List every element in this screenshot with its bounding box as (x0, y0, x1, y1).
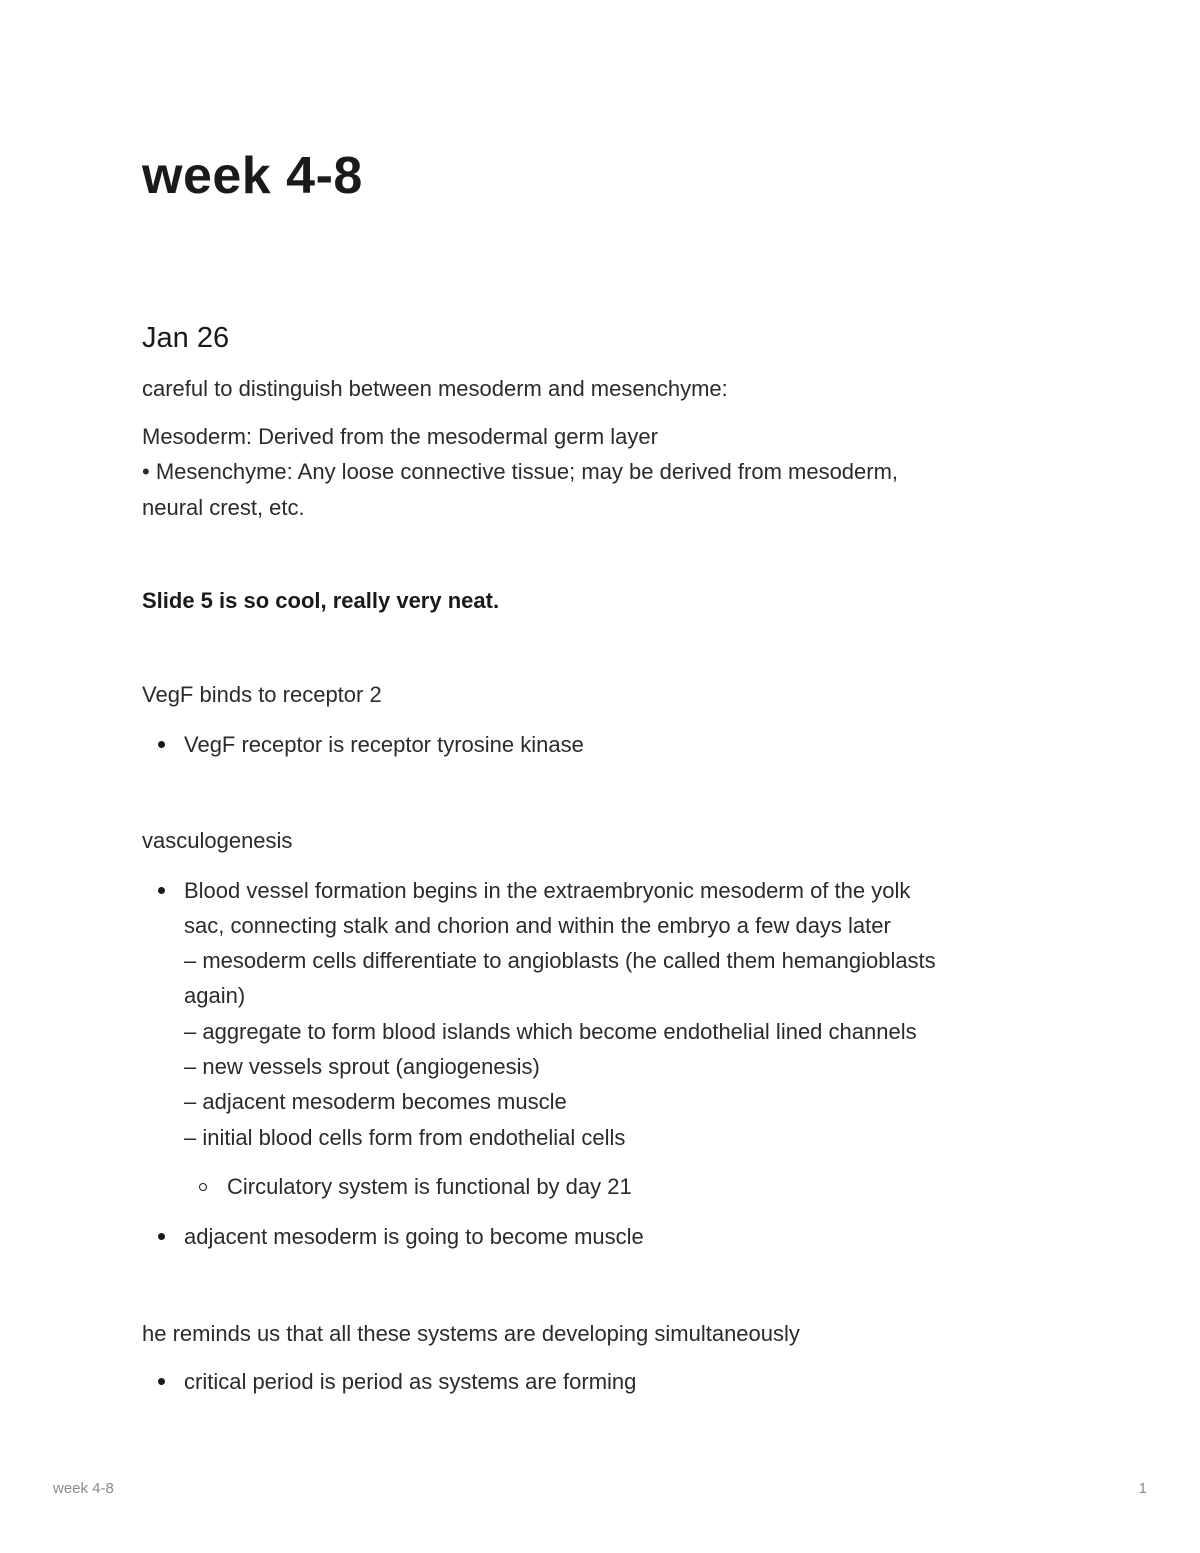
adjacent-mesoderm-bullet: adjacent mesoderm is going to become muscle (184, 1224, 644, 1249)
mesenchyme-definition-line-2: neural crest, etc. (142, 495, 305, 520)
vasculogenesis-bullet-line-3: – mesoderm cells differentiate to angioblasts (he called them hemangioblasts (184, 948, 936, 973)
mesenchyme-definition-line-1: • Mesenchyme: Any loose connective tissue; may be derived from mesoderm, (142, 459, 899, 484)
vasculogenesis-bullet-line-4: again) (184, 983, 246, 1008)
mesoderm-definition: Mesoderm: Derived from the mesodermal germ layer (142, 424, 658, 449)
section-heading: Jan 26 (142, 322, 230, 354)
bullet-icon (158, 741, 165, 748)
footer-doc-name: week 4-8 (53, 1480, 114, 1497)
vasculogenesis-bullet-line-2: sac, connecting stalk and chorion and within the embryo a few days later (184, 913, 891, 938)
systems-heading: he reminds us that all these systems are developing simultaneously (142, 1321, 800, 1346)
page-title: week 4-8 (142, 147, 363, 205)
bullet-icon (158, 1233, 165, 1240)
vegf-bullet: VegF receptor is receptor tyrosine kinase (184, 732, 584, 757)
vasculogenesis-heading: vasculogenesis (142, 828, 293, 853)
vasculogenesis-bullet-line-1: Blood vessel formation begins in the extraembryonic mesoderm of the yolk (184, 878, 911, 903)
slide-note: Slide 5 is so cool, really very neat. (142, 588, 500, 613)
circulatory-sub-bullet: Circulatory system is functional by day 21 (227, 1174, 632, 1199)
intro-text: careful to distinguish between mesoderm and mesenchyme: (142, 376, 728, 401)
hollow-bullet-icon (199, 1183, 207, 1191)
critical-period-bullet: critical period is period as systems are forming (184, 1369, 637, 1394)
bullet-icon (158, 887, 165, 894)
vegf-heading: VegF binds to receptor 2 (142, 682, 382, 707)
vasculogenesis-bullet-line-6: – new vessels sprout (angiogenesis) (184, 1054, 540, 1079)
vasculogenesis-bullet-line-7: – adjacent mesoderm becomes muscle (184, 1089, 567, 1114)
footer-page-number: 1 (1138, 1480, 1147, 1497)
vasculogenesis-bullet-line-5: – aggregate to form blood islands which become endothelial lined channels (184, 1019, 917, 1044)
bullet-icon (158, 1378, 165, 1385)
vasculogenesis-bullet-line-8: – initial blood cells form from endothelial cells (184, 1125, 626, 1150)
